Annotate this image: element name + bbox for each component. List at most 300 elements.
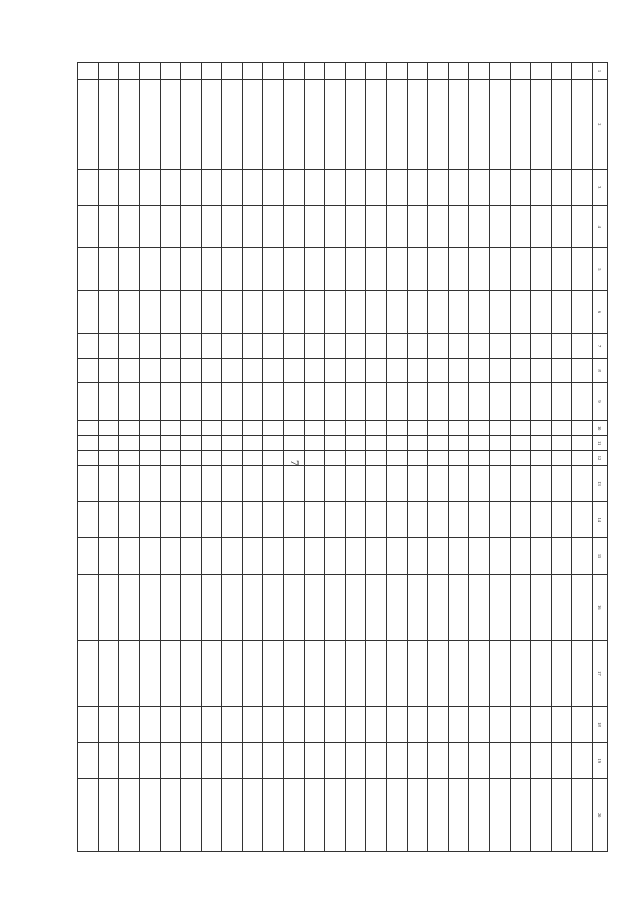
table-cell: [222, 502, 243, 538]
table-cell: [366, 502, 387, 538]
table-cell: [448, 640, 469, 706]
table-cell: [201, 80, 222, 170]
table-cell: [551, 359, 572, 382]
table-cell: [387, 502, 408, 538]
table-cell: [304, 574, 325, 640]
table-cell: [448, 63, 469, 80]
table-cell: [469, 359, 490, 382]
table-cell: [222, 333, 243, 359]
table-cell: [78, 382, 99, 420]
table-cell: [160, 291, 181, 334]
table-cell: [284, 743, 305, 779]
table-cell: [201, 779, 222, 852]
column-number-8: 8: [593, 359, 608, 382]
table-cell: [510, 248, 531, 291]
table-cell: [98, 779, 119, 852]
table-row: [263, 63, 284, 852]
table-cell: [407, 743, 428, 779]
table-cell: [428, 169, 449, 205]
table-cell: [181, 706, 202, 742]
table-cell: [263, 80, 284, 170]
table-cell: [325, 465, 346, 501]
table-cell: [490, 333, 511, 359]
table-cell: [119, 80, 140, 170]
table-cell: [387, 382, 408, 420]
table-row: [98, 63, 119, 852]
table-cell: [428, 333, 449, 359]
table-cell: [222, 451, 243, 466]
table-cell: [201, 743, 222, 779]
column-number-9: 9: [593, 382, 608, 420]
table-cell: [551, 502, 572, 538]
table-cell: [366, 359, 387, 382]
table-cell: [222, 640, 243, 706]
table-cell: [181, 63, 202, 80]
table-cell: [551, 743, 572, 779]
table-cell: [366, 63, 387, 80]
table-row: [551, 63, 572, 852]
table-cell: [448, 574, 469, 640]
table-cell: [325, 451, 346, 466]
table-cell: [304, 706, 325, 742]
table-cell: [325, 248, 346, 291]
table-cell: [387, 169, 408, 205]
table-cell: [510, 382, 531, 420]
table-cell: [304, 205, 325, 248]
table-cell: [428, 538, 449, 574]
table-cell: [366, 779, 387, 852]
table-row: [387, 63, 408, 852]
table-cell: [263, 382, 284, 420]
table-cell: [160, 502, 181, 538]
table-cell: [201, 640, 222, 706]
table-cell: [510, 743, 531, 779]
table-cell: [201, 436, 222, 451]
table-cell: [181, 743, 202, 779]
table-cell: [572, 502, 593, 538]
table-cell: [222, 436, 243, 451]
table-cell: [572, 451, 593, 466]
table-cell: [263, 538, 284, 574]
table-cell: [469, 465, 490, 501]
column-number-4: 4: [593, 205, 608, 248]
table-cell: [181, 502, 202, 538]
table-cell: [201, 538, 222, 574]
table-cell: [160, 465, 181, 501]
table-cell: [78, 538, 99, 574]
table-cell: [160, 574, 181, 640]
table-cell: [490, 538, 511, 574]
table-cell: [98, 421, 119, 436]
table-cell: [263, 359, 284, 382]
table-cell: [98, 743, 119, 779]
table-cell: [387, 640, 408, 706]
table-cell: [181, 779, 202, 852]
table-cell: [531, 436, 552, 451]
page-number: 7: [288, 460, 302, 466]
table-cell: [531, 291, 552, 334]
table-cell: [366, 291, 387, 334]
table-cell: [284, 359, 305, 382]
table-cell: [551, 382, 572, 420]
table-cell: [345, 169, 366, 205]
table-cell: [469, 574, 490, 640]
table-cell: [222, 63, 243, 80]
table-cell: [469, 205, 490, 248]
table-cell: [551, 421, 572, 436]
table-cell: [201, 382, 222, 420]
table-cell: [345, 538, 366, 574]
table-cell: [78, 779, 99, 852]
table-cell: [490, 382, 511, 420]
table-cell: [366, 169, 387, 205]
table-cell: [428, 436, 449, 451]
table-cell: [345, 502, 366, 538]
table-cell: [119, 574, 140, 640]
table-cell: [510, 465, 531, 501]
table-cell: [490, 421, 511, 436]
table-cell: [345, 421, 366, 436]
table-cell: [407, 80, 428, 170]
table-cell: [160, 706, 181, 742]
table-cell: [98, 169, 119, 205]
table-cell: [160, 779, 181, 852]
table-cell: [284, 248, 305, 291]
table-cell: [98, 640, 119, 706]
table-cell: [572, 205, 593, 248]
table-cell: [387, 248, 408, 291]
table-cell: [448, 743, 469, 779]
table-cell: [78, 465, 99, 501]
table-cell: [448, 359, 469, 382]
table-cell: [160, 359, 181, 382]
table-cell: [572, 291, 593, 334]
table-cell: [181, 169, 202, 205]
table-cell: [448, 205, 469, 248]
table-cell: [325, 63, 346, 80]
table-cell: [139, 743, 160, 779]
table-cell: [284, 291, 305, 334]
rotated-table-block: [93, 62, 608, 852]
table-cell: [572, 169, 593, 205]
table-cell: [490, 743, 511, 779]
table-cell: [448, 706, 469, 742]
column-number-18: 18: [593, 706, 608, 742]
table-cell: [407, 640, 428, 706]
table-cell: [469, 640, 490, 706]
table-cell: [345, 706, 366, 742]
table-cell: [448, 465, 469, 501]
table-cell: [181, 248, 202, 291]
table-cell: [263, 421, 284, 436]
table-cell: [510, 80, 531, 170]
table-cell: [551, 451, 572, 466]
table-cell: [366, 80, 387, 170]
table-cell: [201, 465, 222, 501]
table-row: [119, 63, 140, 852]
table-row: [572, 63, 593, 852]
table-cell: [407, 706, 428, 742]
table-cell: [531, 63, 552, 80]
table-cell: [160, 248, 181, 291]
table-cell: [201, 502, 222, 538]
table-cell: [551, 205, 572, 248]
table-cell: [551, 248, 572, 291]
table-cell: [387, 333, 408, 359]
table-cell: [366, 451, 387, 466]
table-cell: [181, 421, 202, 436]
table-cell: [139, 248, 160, 291]
table-cell: [531, 465, 552, 501]
table-cell: [551, 80, 572, 170]
table-cell: [98, 248, 119, 291]
table-cell: [510, 451, 531, 466]
table-cell: [572, 382, 593, 420]
table-cell: [387, 743, 408, 779]
column-number-19: 19: [593, 743, 608, 779]
table-cell: [242, 205, 263, 248]
table-cell: [160, 640, 181, 706]
table-cell: [98, 359, 119, 382]
table-cell: [181, 359, 202, 382]
table-cell: [98, 80, 119, 170]
table-cell: [531, 382, 552, 420]
table-cell: [201, 205, 222, 248]
table-cell: [201, 421, 222, 436]
table-cell: [242, 436, 263, 451]
table-cell: [387, 436, 408, 451]
table-cell: [407, 382, 428, 420]
table-cell: [284, 640, 305, 706]
table-cell: [469, 779, 490, 852]
table-cell: [510, 169, 531, 205]
table-cell: [139, 538, 160, 574]
table-cell: [490, 248, 511, 291]
table-cell: [98, 382, 119, 420]
table-cell: [510, 205, 531, 248]
table-cell: [469, 451, 490, 466]
table-cell: [469, 743, 490, 779]
table-cell: [510, 333, 531, 359]
table-cell: [366, 465, 387, 501]
table-cell: [407, 359, 428, 382]
table-cell: [325, 538, 346, 574]
table-cell: [160, 80, 181, 170]
table-cell: [490, 80, 511, 170]
table-cell: [242, 169, 263, 205]
table-cell: [242, 421, 263, 436]
table-cell: [304, 502, 325, 538]
table-cell: [98, 333, 119, 359]
table-cell: [448, 421, 469, 436]
table-cell: [510, 359, 531, 382]
table-cell: [345, 63, 366, 80]
table-cell: [139, 436, 160, 451]
table-cell: [78, 169, 99, 205]
table-cell: [387, 451, 408, 466]
table-cell: [469, 333, 490, 359]
table-cell: [325, 574, 346, 640]
table-cell: [263, 640, 284, 706]
table-row: [325, 63, 346, 852]
table-cell: [551, 538, 572, 574]
table-cell: [366, 706, 387, 742]
table-cell: [78, 63, 99, 80]
table-cell: [98, 465, 119, 501]
table-cell: [387, 205, 408, 248]
table-cell: [160, 538, 181, 574]
table-cell: [531, 743, 552, 779]
table-cell: [510, 574, 531, 640]
table-cell: [119, 291, 140, 334]
table-cell: [160, 451, 181, 466]
table-cell: [181, 451, 202, 466]
table-cell: [407, 436, 428, 451]
table-cell: [242, 779, 263, 852]
table-cell: [325, 779, 346, 852]
table-cell: [366, 205, 387, 248]
table-cell: [263, 502, 284, 538]
table-cell: [201, 706, 222, 742]
table-cell: [490, 465, 511, 501]
table-cell: [469, 80, 490, 170]
table-cell: [510, 640, 531, 706]
table-cell: [428, 706, 449, 742]
column-number-2: 2: [593, 80, 608, 170]
table-cell: [181, 465, 202, 501]
table-cell: [139, 80, 160, 170]
table-cell: [490, 574, 511, 640]
table-cell: [510, 779, 531, 852]
table-cell: [263, 451, 284, 466]
table-cell: [242, 465, 263, 501]
table-cell: [78, 706, 99, 742]
table-cell: [119, 333, 140, 359]
table-cell: [98, 63, 119, 80]
table-cell: [366, 574, 387, 640]
table-cell: [345, 743, 366, 779]
table-cell: [469, 421, 490, 436]
table-cell: [551, 169, 572, 205]
table-cell: [448, 436, 469, 451]
table-cell: [572, 421, 593, 436]
table-cell: [119, 465, 140, 501]
table-cell: [325, 80, 346, 170]
table-cell: [325, 640, 346, 706]
column-number-15: 15: [593, 538, 608, 574]
table-row: [407, 63, 428, 852]
table-cell: [160, 63, 181, 80]
table-cell: [345, 465, 366, 501]
table-cell: [119, 359, 140, 382]
table-cell: [98, 291, 119, 334]
table-cell: [428, 465, 449, 501]
table-cell: [119, 640, 140, 706]
table-cell: [510, 421, 531, 436]
table-cell: [551, 706, 572, 742]
table-cell: [469, 538, 490, 574]
table-cell: [469, 502, 490, 538]
table-cell: [428, 205, 449, 248]
table-cell: [160, 743, 181, 779]
column-number-5: 5: [593, 248, 608, 291]
table-cell: [387, 779, 408, 852]
table-cell: [387, 706, 408, 742]
table-cell: [160, 169, 181, 205]
table-cell: [139, 502, 160, 538]
table-cell: [201, 333, 222, 359]
table-cell: [407, 451, 428, 466]
table-cell: [428, 640, 449, 706]
table-cell: [407, 574, 428, 640]
table-cell: [181, 80, 202, 170]
table-row: [284, 63, 305, 852]
table-cell: [325, 382, 346, 420]
table-cell: [284, 574, 305, 640]
table-cell: [448, 451, 469, 466]
table-cell: [428, 502, 449, 538]
table-cell: [201, 291, 222, 334]
table-cell: [448, 169, 469, 205]
table-cell: [387, 421, 408, 436]
table-row: [242, 63, 263, 852]
table-cell: [263, 333, 284, 359]
table-cell: [531, 538, 552, 574]
table-cell: [366, 743, 387, 779]
table-cell: [139, 465, 160, 501]
table-cell: [222, 779, 243, 852]
table-cell: [428, 248, 449, 291]
table-cell: [304, 779, 325, 852]
table-cell: [222, 465, 243, 501]
table-cell: [242, 706, 263, 742]
column-number-3: 3: [593, 169, 608, 205]
table-cell: [242, 80, 263, 170]
table-cell: [572, 640, 593, 706]
table-cell: [222, 574, 243, 640]
table-cell: [490, 205, 511, 248]
column-number-13: 13: [593, 465, 608, 501]
table-cell: [242, 574, 263, 640]
table-cell: [345, 248, 366, 291]
table-cell: [284, 465, 305, 501]
table-cell: [490, 359, 511, 382]
table-cell: [366, 333, 387, 359]
table-cell: [119, 205, 140, 248]
table-cell: [428, 291, 449, 334]
table-cell: [448, 291, 469, 334]
table-row: [160, 63, 181, 852]
table-cell: [263, 706, 284, 742]
table-cell: [407, 465, 428, 501]
table-row: [366, 63, 387, 852]
table-cell: [78, 248, 99, 291]
table-cell: [407, 502, 428, 538]
table-cell: [119, 706, 140, 742]
table-cell: [572, 574, 593, 640]
table-cell: [181, 574, 202, 640]
table-cell: [325, 359, 346, 382]
table-body: [78, 63, 593, 852]
table-cell: [551, 465, 572, 501]
table-cell: [304, 63, 325, 80]
table-cell: [448, 779, 469, 852]
table-cell: [78, 333, 99, 359]
table-cell: [304, 359, 325, 382]
table-cell: [531, 451, 552, 466]
table-cell: [222, 421, 243, 436]
table-cell: [242, 248, 263, 291]
